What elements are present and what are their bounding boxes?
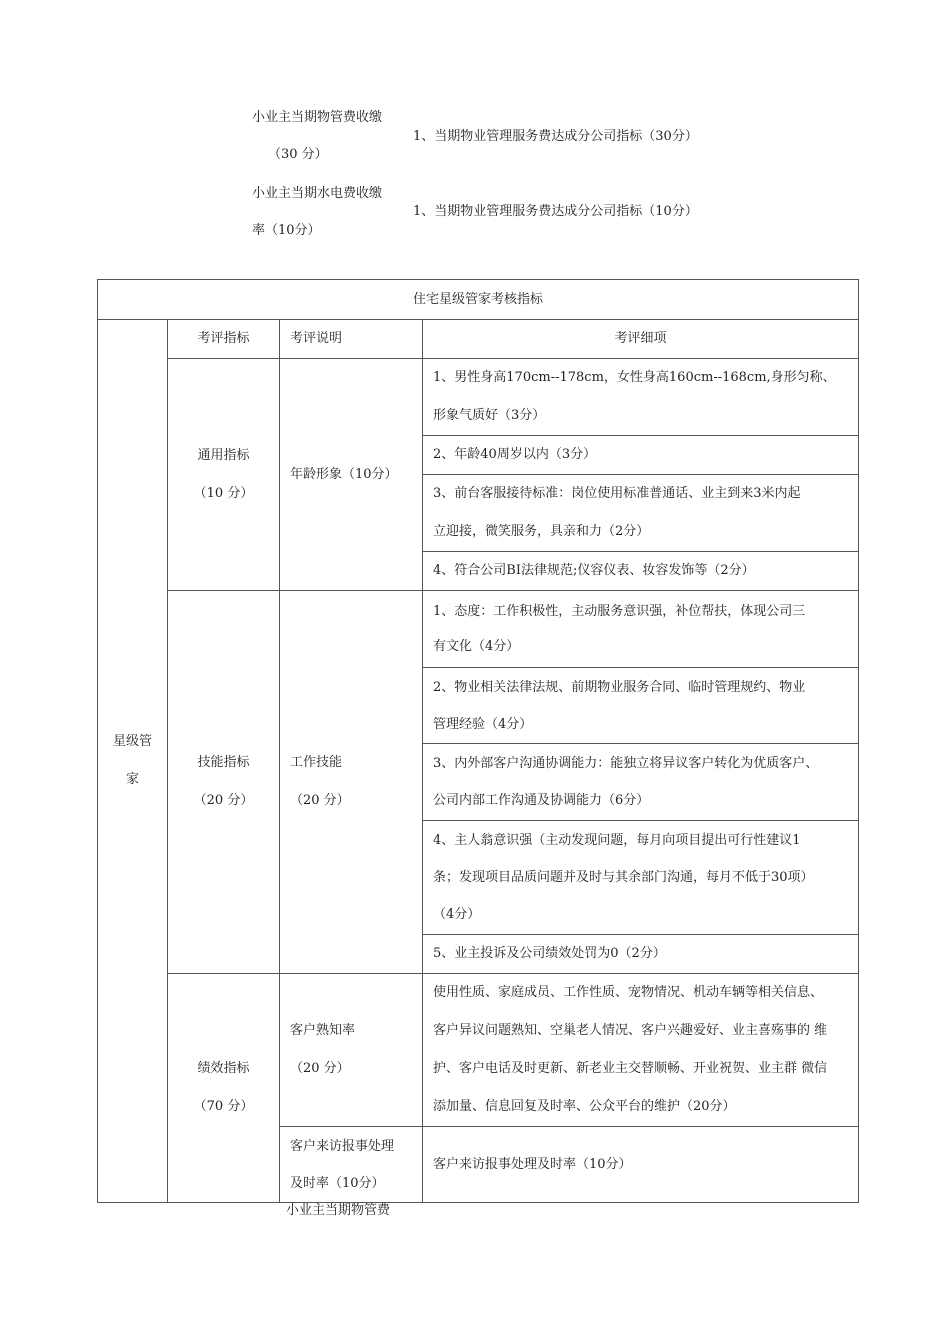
skill-item-2-line1: 2、物业相关法律法规、前期物业服务合同、临时管理规约、物业 — [433, 679, 806, 695]
general-name: 通用指标 — [197, 447, 250, 463]
general-item-1-line1: 1、男性身高170cm--178cm，女性身高160cm--168cm,身形匀称、 — [433, 370, 836, 385]
performance-desc-2 — [280, 1127, 423, 1203]
performance-indicator-cell — [168, 974, 280, 1203]
role-line1: 星级管 — [112, 734, 152, 749]
performance-desc-1 — [280, 974, 423, 1127]
performance-desc-1-score: （20 分） — [290, 1061, 350, 1076]
table-title: 住宅星级管家考核指标 — [98, 280, 859, 320]
general-item-3-line1: 3、前台客服接待标准：岗位使用标准普通话、业主到来3米内起 — [433, 486, 801, 501]
general-indicator-cell — [168, 359, 280, 591]
skill-item-4 — [423, 821, 859, 935]
general-desc: 年龄形象（10分） — [280, 359, 423, 591]
performance-detail-2: 客户来访报事处理及时率（10分） — [423, 1127, 859, 1203]
skill-item-4-line3: （4分） — [433, 907, 481, 922]
performance-detail-1-line2: 客户异议问题熟知、空巢老人情况、客户兴趣爱好、业主喜殇事的 维 — [433, 1023, 828, 1038]
skill-item-3-line1: 3、内外部客户沟通协调能力：能独立将异议客户转化为优质客户、 — [433, 756, 819, 771]
header-indicator: 考评指标 — [168, 320, 280, 359]
skill-item-2 — [423, 668, 859, 744]
role-line2: 家 — [125, 772, 139, 787]
performance-detail-1-line4: 添加量、信息回复及时率、公众平台的维护（20分） — [433, 1099, 736, 1114]
skill-item-3-line2: 公司内部工作沟通及协调能力（6分） — [433, 793, 650, 808]
role-cell — [98, 320, 168, 1203]
skill-item-4-line2: 条；发现项目品质问题并及时与其余部门沟通，每月不低于30项） — [433, 870, 814, 885]
top-row-2-label-line1: 小业主当期水电费收缴 — [252, 186, 383, 201]
general-item-3 — [423, 475, 859, 552]
skill-item-5: 5、业主投诉及公司绩效处罚为0（2分） — [423, 935, 859, 974]
footer-text: 小业主当期物管费 — [286, 1203, 391, 1218]
header-desc: 考评说明 — [280, 320, 423, 359]
top-row-2-label-line2: 率（10分） — [252, 223, 321, 238]
top-row-1-label-line1: 小业主当期物管费收缴 — [252, 110, 383, 125]
skill-desc-cell — [280, 591, 423, 974]
skill-name: 技能指标 — [197, 755, 250, 770]
assessment-table — [97, 279, 859, 1203]
general-item-4: 4、符合公司BI法律规范;仪容仪表、妆容发饰等（2分） — [423, 552, 859, 591]
performance-desc-2-line1: 客户来访报事处理 — [290, 1138, 395, 1154]
skill-item-2-line2: 管理经验（4分） — [433, 716, 533, 732]
skill-item-1-line1: 1、态度：工作积极性，主动服务意识强，补位帮扶，体现公司三 — [433, 604, 806, 619]
general-item-3-line2: 立迎接，微笑服务，具亲和力（2分） — [433, 524, 650, 539]
performance-name: 绩效指标 — [197, 1061, 250, 1076]
general-item-1-line2: 形象气质好（3分） — [433, 408, 546, 423]
header-detail: 考评细项 — [423, 320, 859, 359]
skill-item-3 — [423, 744, 859, 821]
performance-score: （70 分） — [193, 1099, 254, 1114]
performance-detail-1-line1: 使用性质、家庭成员、工作性质、宠物情况、机动车辆等相关信息、 — [433, 985, 824, 1000]
general-item-2: 2、年龄40周岁以内（3分） — [423, 436, 859, 475]
top-row-1-label-line2: （30 分） — [268, 147, 328, 162]
skill-indicator-cell — [168, 591, 280, 974]
top-row-2-detail: 1、当期物业管理服务费达成分公司指标（10分） — [413, 204, 698, 219]
general-item-1 — [423, 359, 859, 436]
skill-item-1 — [423, 591, 859, 668]
performance-desc-1-name: 客户熟知率 — [290, 1023, 356, 1038]
performance-detail-1 — [423, 974, 859, 1127]
skill-item-4-line1: 4、主人翁意识强（主动发现问题，每月向项目提出可行性建议1 — [433, 833, 801, 848]
top-row-1-detail: 1、当期物业管理服务费达成分公司指标（30分） — [413, 129, 698, 144]
performance-detail-1-line3: 护、客户电话及时更新、新老业主交替顺畅、开业祝贺、业主群 微信 — [433, 1061, 828, 1076]
skill-desc-score: （20 分） — [290, 793, 350, 808]
skill-item-1-line2: 有文化（4分） — [433, 639, 520, 654]
performance-desc-2-line2: 及时率（10分） — [290, 1175, 385, 1191]
skill-score: （20 分） — [193, 793, 254, 808]
general-score: （10 分） — [193, 485, 254, 501]
skill-desc: 工作技能 — [290, 755, 343, 770]
